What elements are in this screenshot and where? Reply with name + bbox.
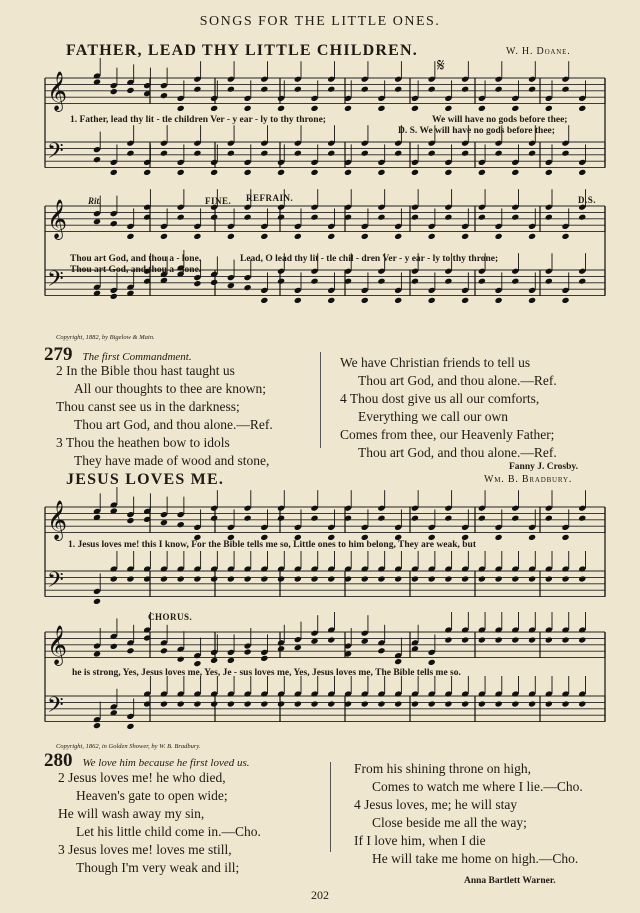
note-head	[327, 575, 335, 582]
song1-lyric-line-1b: We will have no gods before thee;	[432, 115, 568, 125]
hymn280-subtitle: We love him because he first loved us.	[82, 757, 250, 769]
song1-lyric-line-2: Thou art God, and thou a - lone.	[70, 254, 202, 264]
refrain-mark: REFRAIN.	[246, 193, 294, 203]
verse-line: Thou art God, and thou alone.—Ref.	[74, 417, 273, 432]
note-head	[461, 575, 469, 582]
note-head	[361, 575, 369, 582]
note-head	[126, 517, 134, 524]
hymn280-number: 280	[44, 750, 73, 771]
note-head	[495, 575, 503, 582]
note-head	[545, 575, 553, 582]
note-head	[177, 700, 185, 707]
note-head	[444, 515, 452, 522]
note-head	[578, 636, 586, 643]
hymn279-number: 279	[44, 344, 73, 365]
verse-line: Everything we call our own	[358, 409, 508, 424]
hymn279-author: Fanny J. Crosby.	[509, 462, 578, 472]
verse-line: 2 Jesus loves me! he who died,	[58, 770, 226, 785]
hymn279-subtitle: The first Commandment.	[82, 351, 192, 363]
treble-clef-icon: 𝄞	[47, 199, 68, 239]
song2-lyric-line-2: he is strong, Yes, Jesus loves me, Yes, Je - sus loves me, Yes, Jesus loves me, The Bible tells me so.	[72, 668, 461, 678]
note-head	[444, 636, 452, 643]
note-head	[310, 575, 318, 582]
note-head	[93, 722, 101, 729]
note-head	[210, 515, 218, 522]
note-head	[177, 521, 185, 528]
fine-mark: FINE.	[205, 196, 232, 206]
verse-line: 4 Jesus loves, me; he will stay	[354, 797, 518, 812]
note-head	[126, 723, 134, 730]
verse-line: 3 Thou the heathen bow to idols	[56, 435, 230, 450]
verse-line: All our thoughts to thee are known;	[74, 381, 266, 396]
song1-title: FATHER, LEAD THY LITTLE CHILDREN.	[66, 42, 418, 59]
page-number: 202	[311, 888, 329, 902]
note-head	[377, 647, 385, 654]
page-header: SONGS FOR THE LITTLE ONES.	[199, 14, 441, 29]
note-head	[511, 700, 519, 707]
treble-clef-icon: 𝄞	[47, 625, 68, 665]
note-head	[260, 700, 268, 707]
note-head	[160, 575, 168, 582]
note-head	[394, 700, 402, 707]
note-head	[244, 700, 252, 707]
note-head	[394, 658, 402, 665]
note-head	[428, 659, 436, 666]
note-head	[160, 700, 168, 707]
verse-line: Thou art God, and thou alone.—Ref.	[358, 445, 557, 460]
song1-copyright: Copyright, 1882, by Bigelow & Main.	[56, 334, 155, 341]
note-head	[545, 636, 553, 643]
note-head	[561, 575, 569, 582]
bass-clef-icon: 𝄢	[47, 568, 64, 598]
note-head	[244, 648, 252, 655]
note-head	[545, 515, 553, 522]
note-head	[478, 575, 486, 582]
note-head	[227, 575, 235, 582]
bass-clef-icon: 𝄢	[47, 139, 64, 169]
note-head	[310, 515, 318, 522]
note-head	[377, 700, 385, 707]
note-head	[294, 700, 302, 707]
verse-line: Thou art God, and thou alone.—Ref.	[358, 373, 557, 388]
verse-line: From his shining throne on high,	[354, 761, 532, 776]
verse-line: Comes to watch me where I lie.—Cho.	[372, 779, 583, 794]
hymn280-author: Anna Bartlett Warner.	[464, 876, 556, 886]
note-head	[193, 660, 201, 667]
verse-line: Though I'm very weak and ill;	[76, 860, 240, 875]
note-head	[578, 575, 586, 582]
note-head	[361, 700, 369, 707]
note-head	[260, 655, 268, 662]
note-head	[411, 515, 419, 522]
verse-line: Close beside me all the way;	[372, 815, 527, 830]
note-head	[528, 636, 536, 643]
note-head	[277, 700, 285, 707]
note-head	[478, 636, 486, 643]
note-head	[511, 636, 519, 643]
verse-line: Let his little child come in.—Cho.	[76, 824, 261, 839]
note-head	[561, 636, 569, 643]
note-head	[578, 700, 586, 707]
treble-clef-icon: 𝄞	[47, 500, 68, 540]
note-head	[545, 700, 553, 707]
note-head	[561, 700, 569, 707]
note-head	[227, 700, 235, 707]
note-head	[160, 647, 168, 654]
song2-lyric-line-1: 1. Jesus loves me! this I know, For the Bible tells me so, Little ones to him belong, They are weak, but	[68, 540, 476, 550]
note-head	[177, 575, 185, 582]
note-head	[193, 575, 201, 582]
song1-lyric-line-2b: Lead, O lead thy lit - tle chil - dren Ver - y ear - ly to thy throne;	[240, 254, 499, 264]
hymn280-right-column	[354, 760, 583, 868]
note-head	[377, 515, 385, 522]
note-head	[478, 515, 486, 522]
note-head	[461, 636, 469, 643]
note-head	[260, 575, 268, 582]
note-head	[411, 575, 419, 582]
verse-line: They have made of wood and stone,	[74, 453, 270, 468]
note-head	[110, 643, 118, 650]
song1-lyric-line-1: 1. Father, lead thy lit - tle children Ver - y ear - ly to thy throne;	[70, 115, 326, 125]
note-head	[528, 534, 536, 541]
note-head	[495, 700, 503, 707]
verse-line: We have Christian friends to tell us	[340, 355, 531, 370]
verse-line: Heaven's gate to open wide;	[76, 788, 228, 803]
note-head	[327, 636, 335, 643]
song1-lyric-line-3: Thou art God, and thou a - lone.	[70, 265, 202, 275]
note-head	[561, 534, 569, 541]
bass-clef-icon: 𝄢	[47, 693, 64, 723]
song1-composer: W. H. Doane.	[506, 46, 571, 57]
note-head	[193, 700, 201, 707]
note-head	[210, 575, 218, 582]
note-head	[210, 700, 218, 707]
note-head	[110, 575, 118, 582]
song2-title: JESUS LOVES ME.	[66, 471, 225, 488]
note-head	[495, 636, 503, 643]
note-head	[244, 515, 252, 522]
segno-icon: 𝄋	[437, 55, 445, 75]
note-head	[244, 575, 252, 582]
note-head	[444, 700, 452, 707]
note-head	[277, 575, 285, 582]
note-head	[277, 515, 285, 522]
verse-line: Thou canst see us in the darkness;	[56, 399, 240, 414]
note-head	[528, 575, 536, 582]
verse-line: 3 Jesus loves me! loves me still,	[58, 842, 232, 857]
note-head	[428, 575, 436, 582]
note-head	[461, 700, 469, 707]
ds-mark: D.S.	[578, 195, 597, 205]
note-head	[511, 575, 519, 582]
note-head	[93, 598, 101, 605]
note-head	[444, 575, 452, 582]
song1-ds-line: D. S. We will have no gods before thee;	[398, 126, 555, 136]
column-divider	[330, 762, 331, 852]
note-head	[294, 575, 302, 582]
verse-line: Comes from thee, our Heavenly Father;	[340, 427, 555, 442]
verse-line: 4 Thou dost give us all our comforts,	[340, 391, 540, 406]
rit-mark: Rit.	[88, 196, 102, 206]
verse-line: 2 In the Bible thou hast taught us	[56, 363, 235, 378]
verse-line: He will wash away my sin,	[58, 806, 205, 821]
note-head	[126, 647, 134, 654]
note-head	[528, 700, 536, 707]
note-head	[495, 534, 503, 541]
song2-copyright: Copyright, 1862, in Golden Shower, by W. B. Bradbury.	[56, 743, 201, 750]
note-head	[327, 700, 335, 707]
note-head	[377, 575, 385, 582]
note-head	[310, 700, 318, 707]
treble-clef-icon: 𝄞	[47, 71, 68, 111]
note-head	[126, 575, 134, 582]
song2-composer: Wm. B. Bradbury.	[484, 474, 573, 485]
chorus-mark: CHORUS.	[148, 612, 193, 622]
verse-line: He will take me home on high.—Cho.	[372, 851, 579, 866]
note-head	[578, 515, 586, 522]
bass-clef-icon: 𝄢	[47, 267, 64, 297]
note-head	[478, 700, 486, 707]
note-head	[177, 656, 185, 663]
note-head	[411, 700, 419, 707]
note-head	[394, 575, 402, 582]
note-head	[511, 515, 519, 522]
note-head	[428, 700, 436, 707]
hymn280-left-column	[58, 769, 261, 877]
verse-line: If I love him, when I die	[354, 833, 486, 848]
